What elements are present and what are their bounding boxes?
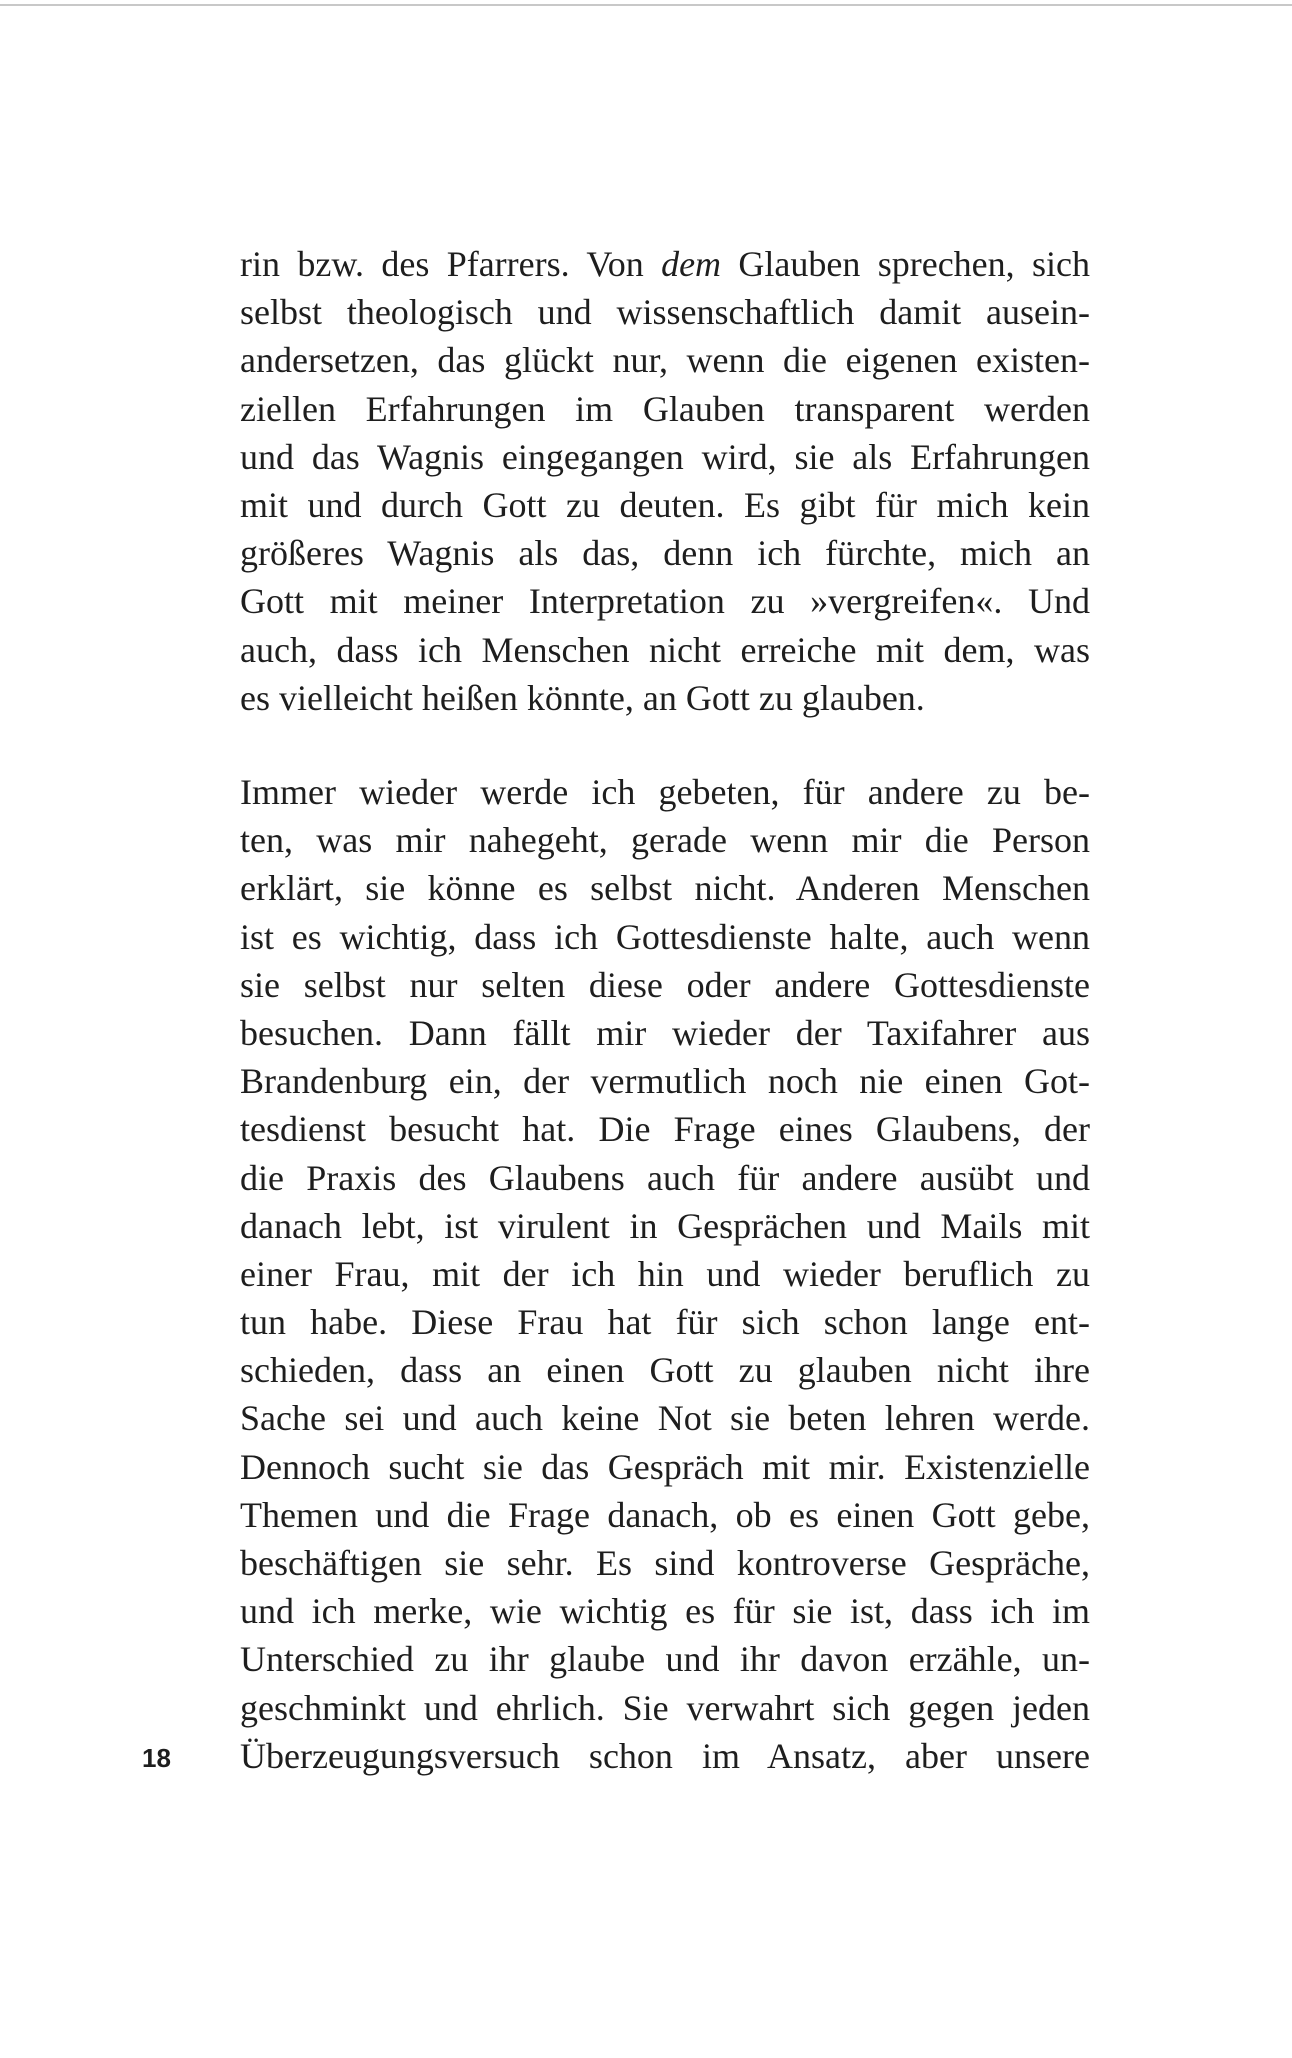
text-line: beschäftigen sie sehr. Es sind kontroverse Gespräche, xyxy=(240,1543,1090,1583)
text-line: Sache sei und auch keine Not sie beten lehren werde. xyxy=(240,1398,1090,1439)
paragraph-2 xyxy=(240,768,1090,1780)
text-line: danach lebt, ist virulent in Gesprächen und Mails mit xyxy=(240,1205,1090,1246)
text-line: die Praxis des Glaubens auch für andere ausübt und xyxy=(240,1157,1090,1198)
text-line: und das Wagnis eingegangen wird, sie als Erfahrungen xyxy=(240,436,1090,477)
text-line: Dennoch sucht sie das Gespräch mit mir. Existenzielle xyxy=(240,1446,1090,1487)
line-text: rin bzw. des Pfarrers. Von xyxy=(240,244,662,284)
text-line: sie selbst nur selten diese oder andere Gottesdienste xyxy=(240,964,1090,1005)
text-line: es vielleicht heißen könnte, an Gott zu glauben. xyxy=(240,677,925,718)
line-text: Glauben sprechen, sich xyxy=(721,244,1090,284)
text-line: ist es wichtig, dass ich Gottesdienste halte, auch wenn xyxy=(240,916,1090,957)
text-line: besuchen. Dann fällt mir wieder der Taxifahrer aus xyxy=(240,1012,1090,1053)
text-line: geschminkt und ehrlich. Sie verwahrt sich gegen jeden xyxy=(240,1687,1090,1728)
text-line: Unterschied zu ihr glaube und ihr davon erzähle, un- xyxy=(240,1639,1090,1680)
top-border-rule xyxy=(0,0,1292,6)
text-line: Gott mit meiner Interpretation zu »vergreifen«. Und xyxy=(240,581,1090,622)
text-line: tesdienst besucht hat. Die Frage eines Glaubens, der xyxy=(240,1109,1090,1150)
text-line: ten, was mir nahegeht, gerade wenn mir die Person xyxy=(240,820,1090,861)
text-line: größeres Wagnis als das, denn ich fürchte, mich an xyxy=(240,533,1090,574)
emphasized-word: dem xyxy=(661,244,722,284)
text-line: Themen und die Frage danach, ob es einen Gott gebe, xyxy=(240,1494,1090,1535)
text-line: tun habe. Diese Frau hat für sich schon lange ent- xyxy=(240,1302,1090,1343)
text-line xyxy=(240,240,1090,288)
text-line: erklärt, sie könne es selbst nicht. Anderen Menschen xyxy=(240,868,1090,909)
text-line: schieden, dass an einen Gott zu glauben nicht ihre xyxy=(240,1350,1090,1391)
text-line: auch, dass ich Menschen nicht erreiche mit dem, was xyxy=(240,629,1090,670)
text-line: Immer wieder werde ich gebeten, für andere zu be- xyxy=(240,772,1090,812)
text-line: ziellen Erfahrungen im Glauben transparent werden xyxy=(240,388,1090,429)
text-line: andersetzen, das glückt nur, wenn die eigenen existen- xyxy=(240,340,1090,381)
text-line: mit und durch Gott zu deuten. Es gibt für mich kein xyxy=(240,484,1090,525)
text-line: Brandenburg ein, der vermutlich noch nie einen Got- xyxy=(240,1061,1090,1102)
text-line: Überzeugungsversuch schon im Ansatz, aber unsere xyxy=(240,1735,1090,1776)
text-line: selbst theologisch und wissenschaftlich damit ausein- xyxy=(240,292,1090,333)
paragraph-1 xyxy=(240,240,1090,722)
page-number: 18 xyxy=(142,1743,171,1773)
text-line: und ich merke, wie wichtig es für sie ist, dass ich im xyxy=(240,1591,1090,1632)
text-line: einer Frau, mit der ich hin und wieder beruflich zu xyxy=(240,1253,1090,1294)
